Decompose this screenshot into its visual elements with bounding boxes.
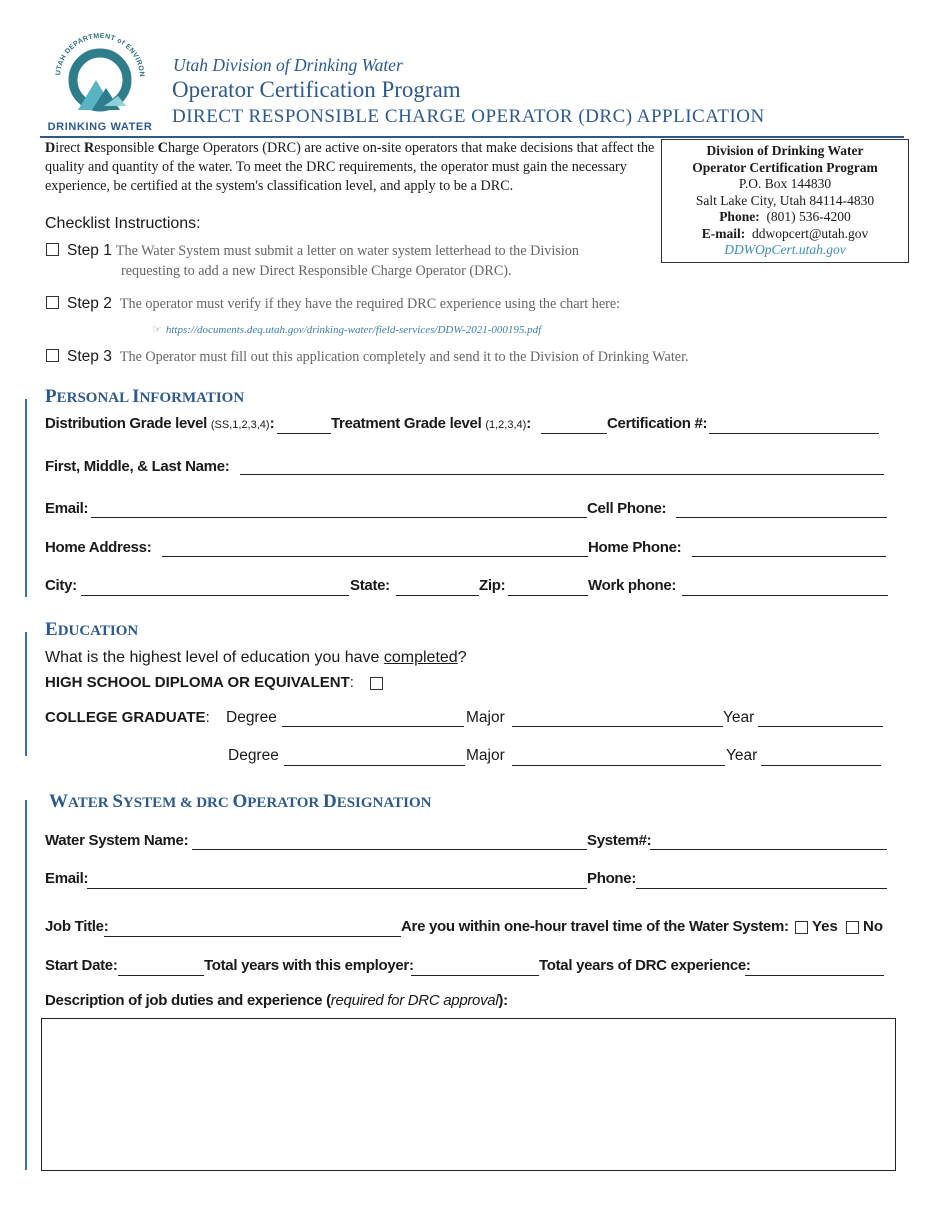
yes-checkbox[interactable] [795,921,808,934]
major-label-1: Major [466,709,505,726]
cell-phone-input[interactable] [676,517,887,518]
start-date-input[interactable] [118,975,204,976]
home-phone-input[interactable] [692,556,886,557]
high-school-checkbox[interactable] [370,677,383,690]
work-phone-input[interactable] [682,595,888,596]
contact-box: Division of Drinking Water Operator Certification Program P.O. Box 144830 Salt Lake City, Utah 84114-4830 Phone: (801) 536-4200 E-mail: ddwopcert@utah.gov DDWOpCert.utah.gov [661,139,909,263]
name-label: First, Middle, & Last Name: [45,458,230,475]
city-input[interactable] [81,595,349,596]
work-phone-label: Work phone: [588,577,677,594]
email-input[interactable] [91,517,587,518]
state-label: State: [350,577,390,594]
certification-input[interactable] [709,433,879,434]
personal-section-bar [25,399,27,597]
major-input-2[interactable] [512,765,725,766]
website-link[interactable]: DDWOpCert.utah.gov [724,242,846,257]
job-title-label: Job Title: [45,918,109,935]
year-label-1: Year [723,709,755,726]
personal-section-title: PERSONAL INFORMATION [45,386,245,407]
travel-question-label: Are you within one-hour travel time of the Water System: [401,918,789,935]
ws-phone-input[interactable] [636,888,887,889]
application-title: DIRECT RESPONSIBLE CHARGE OPERATOR (DRC) APPLICATION [172,106,765,127]
total-employer-input[interactable] [411,975,539,976]
ws-email-label: Email: [45,870,89,887]
major-label-2: Major [466,747,505,764]
major-input-1[interactable] [512,726,723,727]
pointing-hand-icon: ☞ [152,324,162,336]
water-system-section-title: WATER SYSTEM & DRC OPERATOR DESIGNATION [49,791,432,812]
state-input[interactable] [396,595,479,596]
deq-logo-icon [38,22,162,134]
college-graduate-label: COLLEGE GRADUATE: [45,709,210,726]
total-drc-input[interactable] [745,975,884,976]
chart-link[interactable]: https://documents.deq.utah.gov/drinking-water/field-services/DDW-2021-000195.pdf [165,324,542,336]
logo-text: DRINKING WATER [47,121,153,133]
division-name: Utah Division of Drinking Water [173,55,403,75]
header-divider [40,136,904,138]
logo [38,22,162,134]
distribution-grade-input[interactable] [277,433,331,434]
water-system-name-input[interactable] [192,849,587,850]
total-drc-label: Total years of DRC experience: [539,957,751,974]
year-label-2: Year [726,747,758,764]
degree-label-1: Degree [226,709,277,726]
water-system-section-bar [25,800,27,1170]
water-system-name-label: Water System Name: [45,832,189,849]
no-checkbox[interactable] [846,921,859,934]
step3: Step 3 The Operator must fill out this application completely and send it to the Division of Drinking Water. [46,348,806,366]
treatment-grade-input[interactable] [541,433,607,434]
treatment-grade-label: Treatment Grade level (1,2,3,4): [331,415,531,432]
description-textarea[interactable] [41,1018,896,1171]
intro-paragraph: Direct Responsible Charge Operators (DRC) are active on-site operators that make decisions that affect the quality and quantity of the water. To meet the DRC requirements, the operator must gain the necessary experience, be certified at the system's classification level, and apply to be a DRC. [45,140,655,194]
step1-text-cont: requesting to add a new Direct Responsible Charge Operator (DRC). [121,263,512,279]
certification-label: Certification #: [607,415,708,432]
job-title-input[interactable] [104,936,401,937]
education-section-title: EDUCATION [45,619,139,640]
home-address-label: Home Address: [45,539,152,556]
cell-phone-label: Cell Phone: [587,500,667,517]
ws-phone-label: Phone: [587,870,637,887]
education-question: What is the highest level of education you have completed? [45,649,467,666]
zip-label: Zip: [479,577,506,594]
step1-checkbox[interactable] [46,243,59,256]
step2-checkbox[interactable] [46,296,59,309]
ws-email-input[interactable] [87,888,587,889]
year-input-1[interactable] [758,726,883,727]
description-label: Description of job duties and experience (required for DRC approval): [45,992,508,1009]
city-label: City: [45,577,77,594]
checklist-title: Checklist Instructions: [45,215,201,232]
degree-input-2[interactable] [284,765,465,766]
distribution-grade-label: Distribution Grade level (SS,1,2,3,4): [45,415,275,432]
step1: Step 1 The Water System must submit a letter on water system letterhead to the Division [46,242,666,260]
svg-text:UTAH DEPARTMENT of ENVIRONMENT: UTAH DEPARTMENT of ENVIRON [55,32,146,78]
yes-label: Yes [812,918,838,935]
step2-link-row [152,320,541,338]
year-input-2[interactable] [761,765,881,766]
start-date-label: Start Date: [45,957,118,974]
email-label: Email: [45,500,89,517]
program-name: Operator Certification Program [172,77,461,102]
degree-input-1[interactable] [282,726,464,727]
total-employer-label: Total years with this employer: [204,957,414,974]
step2: Step 2 The operator must verify if they have the required DRC experience using the chart here: [46,295,726,313]
home-phone-label: Home Phone: [588,539,682,556]
name-input[interactable] [240,474,884,475]
step3-checkbox[interactable] [46,349,59,362]
home-address-input[interactable] [162,556,588,557]
system-number-input[interactable] [650,849,887,850]
degree-label-2: Degree [228,747,279,764]
education-section-bar [25,632,27,756]
system-number-label: System#: [587,832,652,849]
high-school-label: HIGH SCHOOL DIPLOMA OR EQUIVALENT: [45,674,354,691]
zip-input[interactable] [508,595,588,596]
no-label: No [863,918,883,935]
